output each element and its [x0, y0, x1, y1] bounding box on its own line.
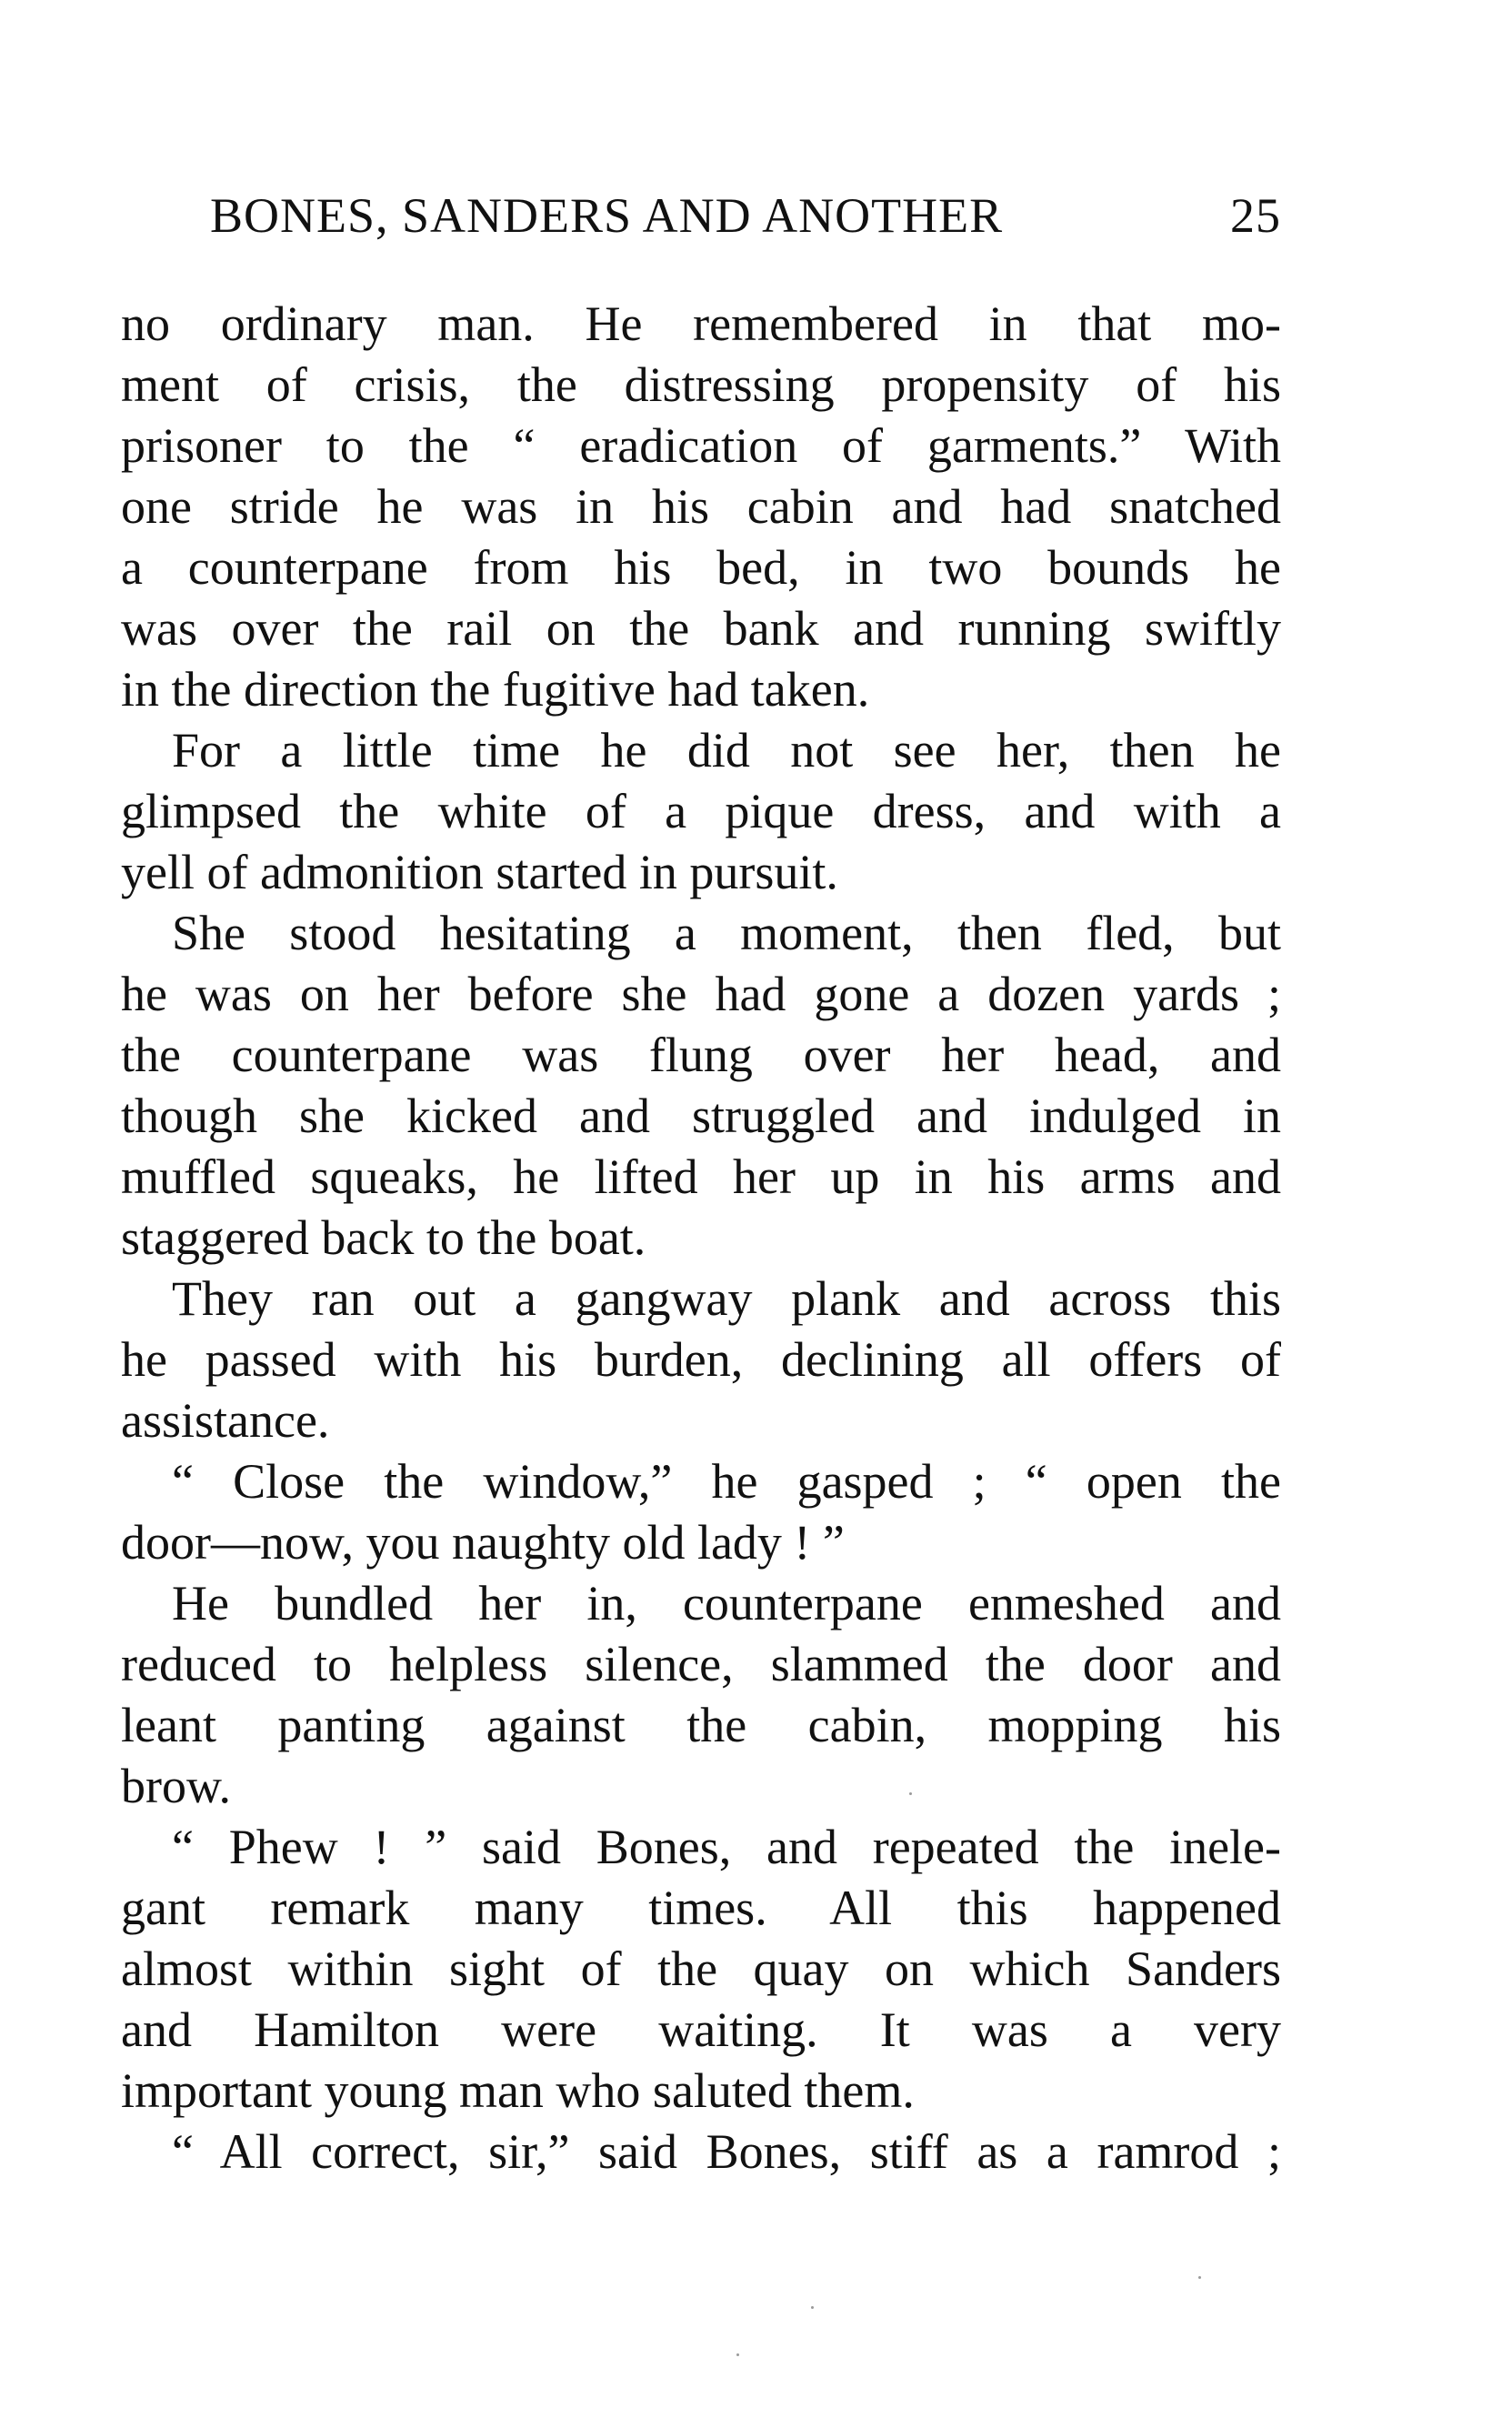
text-line: glimpsed the white of a pique dress, and with a [121, 784, 1281, 838]
text-line: She stood hesitating a moment, then fled, but [172, 906, 1281, 960]
text-line: brow. [121, 1759, 231, 1813]
text-line: For a little time he did not see her, then he [172, 723, 1281, 778]
text-line: reduced to helpless silence, slammed the door and [121, 1637, 1281, 1691]
text-line: “ Close the window,” he gasped ; “ open the [172, 1454, 1281, 1509]
text-line: He bundled her in, counterpane enmeshed and [172, 1576, 1281, 1630]
running-head [210, 180, 1281, 251]
text-line: staggered back to the boat. [121, 1210, 646, 1265]
paragraph [121, 2122, 1281, 2182]
text-line: he passed with his burden, declining all offers of [121, 1332, 1281, 1387]
paragraph [121, 903, 1281, 1269]
text-line: gant remark many times. All this happened [121, 1881, 1281, 1935]
paragraph [121, 1451, 1281, 1573]
text-line: one stride he was in his cabin and had snatched [121, 479, 1281, 534]
text-line: no ordinary man. He remembered in that mo- [121, 296, 1281, 351]
text-line: was over the rail on the bank and running swiftly [121, 601, 1281, 656]
scan-speck [1198, 2276, 1201, 2279]
text-line: leant panting against the cabin, mopping his [121, 1698, 1281, 1752]
scan-speck [736, 2353, 739, 2356]
text-line: “ All correct, sir,” said Bones, stiff as a ramrod ; [172, 2124, 1281, 2179]
scan-speck [909, 1792, 912, 1795]
text-line: and Hamilton were waiting. It was a very [121, 2002, 1281, 2057]
paragraph [121, 294, 1281, 720]
text-line: muffled squeaks, he lifted her up in his arms and [121, 1149, 1281, 1204]
running-head-title: BONES, SANDERS AND ANOTHER [210, 188, 1004, 243]
paragraph [121, 1817, 1281, 2122]
text-line: a counterpane from his bed, in two bounds he [121, 540, 1281, 595]
text-line: the counterpane was flung over her head, and [121, 1028, 1281, 1082]
text-line: “ Phew ! ” said Bones, and repeated the inele- [172, 1820, 1281, 1874]
scan-speck [811, 2306, 814, 2309]
text-line: They ran out a gangway plank and across this [172, 1271, 1281, 1326]
page-number: 25 [1230, 188, 1281, 243]
paragraph [121, 720, 1281, 903]
text-line: in the direction the fugitive had taken. [121, 662, 870, 717]
text-line: important young man who saluted them. [121, 2063, 915, 2118]
paragraph [121, 1269, 1281, 1451]
text-line: almost within sight of the quay on which Sanders [121, 1941, 1281, 1996]
text-line: door—now, you naughty old lady ! ” [121, 1515, 845, 1570]
text-line: though she kicked and struggled and indulged in [121, 1089, 1281, 1143]
text-line: prisoner to the “ eradication of garments.” With [121, 418, 1281, 473]
text-line: assistance. [121, 1393, 330, 1448]
text-line: ment of crisis, the distressing propensity of his [121, 357, 1281, 412]
body-text [121, 294, 1281, 2182]
paragraph [121, 1573, 1281, 1817]
text-line: yell of admonition started in pursuit. [121, 845, 838, 899]
text-line: he was on her before she had gone a dozen yards ; [121, 967, 1281, 1021]
